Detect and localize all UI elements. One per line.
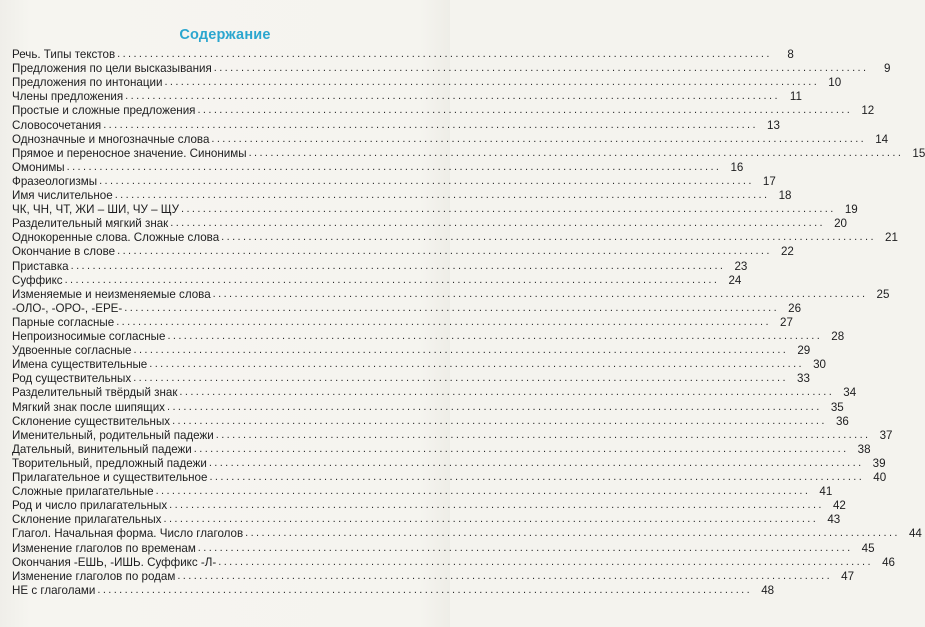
toc-entry xyxy=(12,173,776,188)
toc-entry xyxy=(12,540,875,555)
toc-entry-title: Речь. Типы текстов xyxy=(12,48,116,61)
dot-leader: ........................................................................................................................ xyxy=(166,400,822,413)
dot-leader: ........................................................................................................................ xyxy=(193,442,849,455)
dot-leader: ........................................................................................................................ xyxy=(197,104,853,117)
toc-entry-page-number: 13 xyxy=(767,118,780,132)
toc-entry xyxy=(12,215,847,231)
toc-entry-page-number: 15 xyxy=(912,146,925,160)
toc-entry-title: Изменение глаголов по родам xyxy=(12,569,176,583)
toc-entry xyxy=(12,243,794,259)
dot-leader: ........................................................................................................................ xyxy=(212,287,868,300)
toc-entry xyxy=(12,229,898,245)
dot-leader: ........................................................................................................................ xyxy=(163,513,819,526)
dot-leader: ........................................................................................................................ xyxy=(117,245,772,258)
toc-entry-page-number: 44 xyxy=(908,527,922,541)
toc-entry xyxy=(12,102,875,118)
toc-entry-page-number: 23 xyxy=(734,259,748,273)
toc-entry-title: Суффикс xyxy=(12,273,63,287)
toc-entry-title: Непроизносимые согласные xyxy=(12,330,166,343)
dot-leader: ........................................................................................................................ xyxy=(197,541,853,554)
toc-entry-title: Сложные прилагательные xyxy=(12,485,154,499)
toc-entry xyxy=(12,131,889,146)
toc-entry xyxy=(12,159,744,174)
toc-entry-title: Род и число прилагательных xyxy=(12,499,168,513)
toc-entry xyxy=(12,258,748,273)
toc-entry xyxy=(12,483,833,499)
toc-entry-title: Род существительных xyxy=(12,372,132,386)
toc-entry-page-number: 18 xyxy=(778,189,792,202)
toc-entry xyxy=(12,384,857,400)
toc-entry-title: Фразеологизмы xyxy=(12,174,98,188)
dot-leader: ........................................................................................................................ xyxy=(218,555,873,568)
toc-entry xyxy=(12,554,895,569)
toc-entry xyxy=(12,286,890,301)
toc-entry-title: Дательный, винительный падежи xyxy=(12,442,192,456)
toc-entry xyxy=(12,187,792,202)
dot-leader: ........................................................................................................................ xyxy=(64,273,720,286)
toc-entry-title: Парные согласные xyxy=(12,315,115,329)
toc-entry xyxy=(12,469,887,484)
toc-entry xyxy=(12,441,871,456)
dot-leader: ........................................................................................................................ xyxy=(133,372,788,385)
dot-leader: ........................................................................................................................ xyxy=(97,583,753,596)
toc-entry-page-number: 39 xyxy=(872,456,886,470)
toc-entry xyxy=(12,145,925,160)
dot-leader: ........................................................................................................................ xyxy=(155,485,811,498)
toc-entry xyxy=(12,370,810,386)
dot-leader: ........................................................................................................................ xyxy=(70,259,726,272)
toc-entry-page-number: 19 xyxy=(844,203,858,217)
dot-leader: ........................................................................................................................ xyxy=(125,90,780,103)
toc-entry xyxy=(12,201,858,217)
toc-entry-title: Прямое и переносное значение. Синонимы xyxy=(12,146,247,160)
toc-entry xyxy=(12,300,802,315)
toc-entry-title: Мягкий знак после шипящих xyxy=(12,400,165,414)
toc-entry xyxy=(12,342,811,358)
toc-entry-title: Окончания -ЕШЬ, -ИШЬ. Суффикс -Л- xyxy=(12,555,217,569)
toc-entry-title: Члены предложения xyxy=(12,90,124,104)
toc-entry-title: Однокоренные слова. Сложные слова xyxy=(12,231,220,245)
toc-entry-page-number: 27 xyxy=(780,315,793,329)
toc-entry xyxy=(12,525,922,541)
dot-leader: ........................................................................................................................ xyxy=(103,118,758,131)
toc-entry-page-number: 26 xyxy=(788,301,802,315)
toc-entry-page-number: 11 xyxy=(789,90,802,104)
dot-leader: ........................................................................................................................ xyxy=(208,456,864,469)
dot-leader: ........................................................................................................................ xyxy=(179,386,835,399)
toc-entry-page-number: 8 xyxy=(787,48,794,61)
toc-entry-title: ЧК, ЧН, ЧТ, ЖИ – ШИ, ЧУ – ЩУ xyxy=(12,203,179,217)
toc-entry-page-number: 30 xyxy=(813,358,826,372)
toc-entry-page-number: 38 xyxy=(857,442,871,456)
dot-leader: ........................................................................................................................ xyxy=(211,132,867,145)
toc-entry xyxy=(12,46,794,61)
toc-entry-page-number: 25 xyxy=(876,287,890,301)
dot-leader: ........................................................................................................................ xyxy=(133,344,789,357)
toc-entry-page-number: 21 xyxy=(885,231,898,245)
toc-entry-title: Прилагательное и существительное xyxy=(12,471,208,484)
toc-entry-title: Имена существительные xyxy=(12,358,148,372)
toc-entry-title: Именительный, родительный падежи xyxy=(12,428,214,442)
toc-entry-page-number: 35 xyxy=(830,400,844,414)
dot-leader: ........................................................................................................................ xyxy=(215,428,871,441)
toc-entry-title: Склонение прилагательных xyxy=(12,513,162,527)
toc-entry-title: Изменение глаголов по временам xyxy=(12,541,196,555)
toc-entry-title: Простые и сложные предложения xyxy=(12,104,196,118)
toc-entry-title: НЕ с глаголами xyxy=(12,583,96,597)
dot-leader: ........................................................................................................................ xyxy=(116,315,771,328)
dot-leader: ........................................................................................................................ xyxy=(221,231,876,244)
dot-leader: ........................................................................................................................ xyxy=(180,203,836,216)
toc-entry-page-number: 28 xyxy=(831,330,845,343)
toc-entry-title: Омонимы xyxy=(12,160,65,174)
toc-entry-page-number: 47 xyxy=(841,569,855,583)
toc-entry-page-number: 16 xyxy=(730,160,744,174)
toc-entry-title: Имя числительное xyxy=(12,189,113,202)
toc-entry xyxy=(12,455,886,470)
toc-entry-title: Удвоенные согласные xyxy=(12,344,132,358)
toc-entry-title: Склонение существительных xyxy=(12,414,171,428)
toc-entry-page-number: 40 xyxy=(873,471,887,484)
toc-entry xyxy=(12,356,826,372)
dot-leader: ........................................................................................................................ xyxy=(114,189,770,201)
dot-leader: ........................................................................................................................ xyxy=(167,330,823,342)
toc-entry-title: Разделительный твёрдый знак xyxy=(12,386,178,400)
toc-entry-page-number: 24 xyxy=(728,273,742,287)
toc-entry-page-number: 22 xyxy=(780,245,794,259)
dot-leader: ........................................................................................................................ xyxy=(169,499,824,512)
toc-entry xyxy=(12,399,844,414)
toc-entry-page-number: 37 xyxy=(879,428,893,442)
toc-entry xyxy=(12,60,891,76)
toc-entry xyxy=(12,568,855,583)
toc-entry-page-number: 43 xyxy=(827,513,841,527)
toc-entry-page-number: 20 xyxy=(834,217,847,231)
toc-entry-title: Предложения по цели высказывания xyxy=(12,62,212,76)
toc-entry-page-number: 34 xyxy=(843,386,857,400)
dot-leader: ........................................................................................................................ xyxy=(172,414,827,427)
toc-entry-title: Предложения по интонации xyxy=(12,76,163,90)
dot-leader: ........................................................................................................................ xyxy=(66,160,722,173)
dot-leader: ........................................................................................................................ xyxy=(177,569,833,582)
dot-leader: ........................................................................................................................ xyxy=(209,471,865,483)
toc-entry xyxy=(12,74,842,90)
toc-entry xyxy=(12,88,802,104)
toc-entry-page-number: 12 xyxy=(861,104,875,118)
toc-entry-page-number: 9 xyxy=(884,62,891,76)
toc-entry xyxy=(12,413,849,428)
dot-leader: ........................................................................................................................ xyxy=(149,358,804,371)
toc-entry-title: Творительный, предложный падежи xyxy=(12,456,207,470)
toc-entry-page-number: 46 xyxy=(882,555,895,569)
toc-entry-page-number: 36 xyxy=(835,414,849,428)
toc-entry-title: Разделительный мягкий знак xyxy=(12,217,169,231)
toc-entry-page-number: 48 xyxy=(761,583,775,597)
toc-entry-title: Глагол. Начальная форма. Число глаголов xyxy=(12,527,244,541)
toc-entry xyxy=(12,427,893,442)
toc-entry xyxy=(12,117,780,132)
toc-entry xyxy=(12,328,845,343)
dot-leader: ........................................................................................................................ xyxy=(99,174,754,187)
toc-entry xyxy=(12,582,775,597)
toc-entry-page-number: 10 xyxy=(828,76,842,90)
toc-entry-page-number: 29 xyxy=(797,344,811,358)
dot-leader: ........................................................................................................................ xyxy=(245,527,900,540)
toc-entry-title: Однозначные и многозначные слова xyxy=(12,132,210,146)
toc-entry xyxy=(12,314,793,329)
toc-entry xyxy=(12,511,841,527)
dot-leader: ........................................................................................................................ xyxy=(213,62,869,75)
dot-leader: ........................................................................................................................ xyxy=(248,146,904,159)
toc-entry-title: Окончание в слове xyxy=(12,245,116,259)
dot-leader: ........................................................................................................................ xyxy=(164,76,820,89)
toc-entry-title: Изменяемые и неизменяемые слова xyxy=(12,287,211,301)
toc-entry-page-number: 41 xyxy=(819,485,833,499)
toc-entry-page-number: 14 xyxy=(875,132,889,146)
dot-leader: ........................................................................................................................ xyxy=(170,217,825,230)
dot-leader: ........................................................................................................................ xyxy=(117,48,772,60)
toc-entry-title: Приставка xyxy=(12,259,69,273)
toc-entry-page-number: 42 xyxy=(832,499,846,513)
page-title: Содержание xyxy=(179,27,271,43)
toc-entry xyxy=(12,272,742,287)
toc-entry-title: Словосочетания xyxy=(12,118,102,132)
toc-entry-page-number: 33 xyxy=(797,372,810,386)
toc-entry xyxy=(12,497,846,513)
toc-entry-title: -ОЛО-, -ОРО-, -ЕРЕ- xyxy=(12,301,123,315)
toc-entry-page-number: 45 xyxy=(861,541,875,555)
dot-leader: ........................................................................................................................ xyxy=(124,301,780,314)
toc-entry-page-number: 17 xyxy=(762,174,776,188)
